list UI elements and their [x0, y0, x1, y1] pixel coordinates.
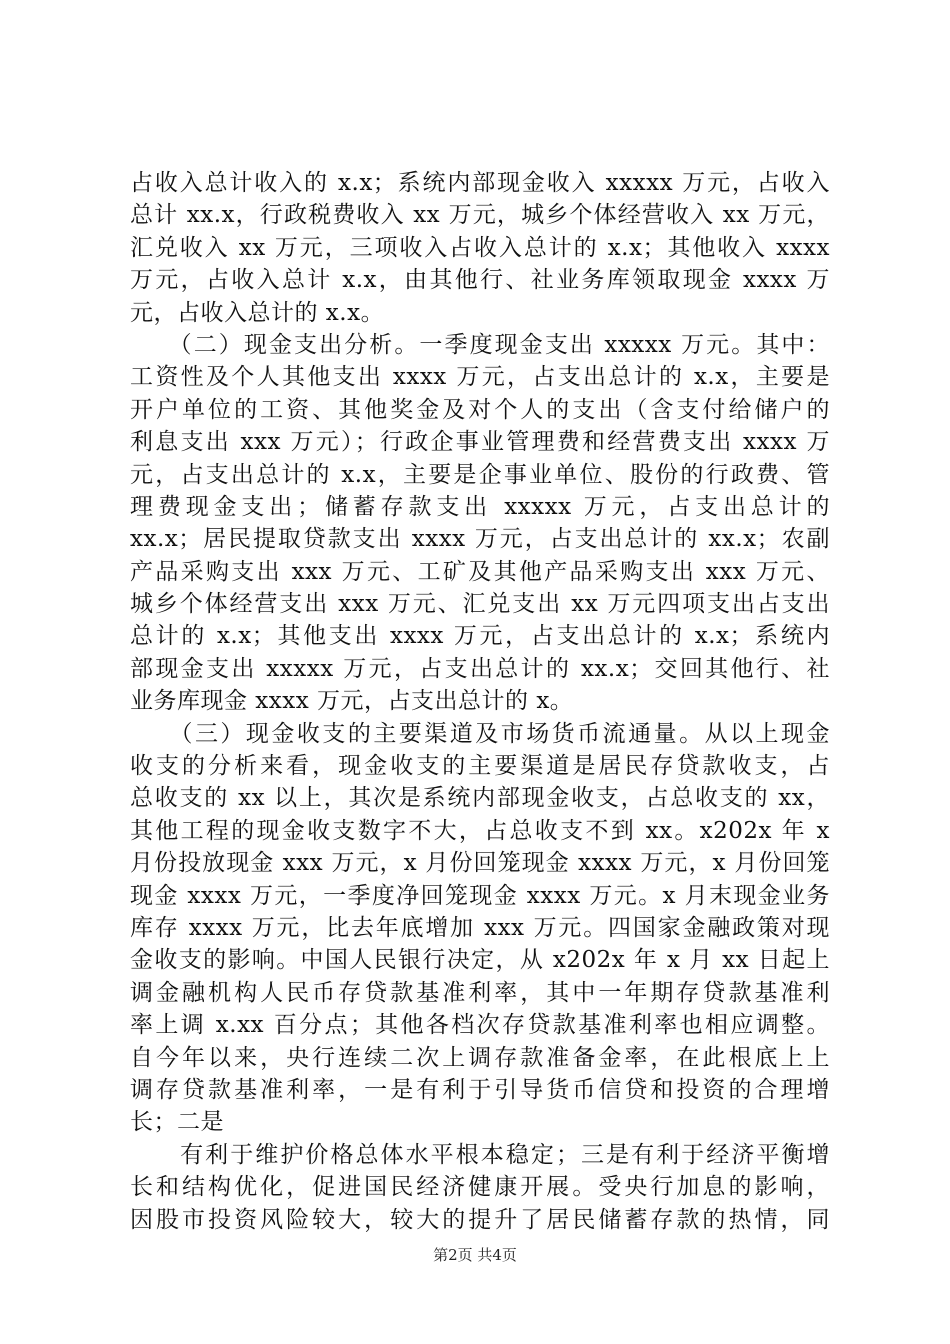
text-line: 元，占支出总计的 x.x，主要是企事业单位、股份的行政费、管: [130, 461, 830, 488]
text-line: xx.x；居民提取贷款支出 xxxx 万元，占支出总计的 xx.x；农副: [130, 526, 830, 553]
text-line: 开户单位的工资、其他奖金及对个人的支出（含支付给储户的: [130, 396, 830, 423]
text-line: 万元，占收入总计 x.x，由其他行、社业务库领取现金 xxxx 万: [130, 267, 830, 294]
text-line: 金收支的影响。中国人民银行决定，从 x202x 年 x 月 xx 日起上: [130, 947, 830, 974]
text-line: 调金融机构人民币存贷款基准利率，其中一年期存贷款基准利: [130, 979, 830, 1006]
text-line: 库存 xxxx 万元，比去年底增加 xxx 万元。四国家金融政策对现: [130, 914, 830, 941]
text-line: 总收支的 xx 以上，其次是系统内部现金收支，占总收支的 xx，: [130, 785, 830, 812]
text-line: 有利于维护价格总体水平根本稳定；三是有利于经济平衡增: [130, 1141, 830, 1168]
text-line: 产品采购支出 xxx 万元、工矿及其他产品采购支出 xxx 万元、: [130, 558, 830, 585]
text-line: 月份投放现金 xxx 万元，x 月份回笼现金 xxxx 万元，x 月份回笼: [130, 850, 830, 877]
text-line: 自今年以来，央行连续二次上调存款准备金率，在此根底上上: [130, 1044, 830, 1071]
text-line: 部现金支出 xxxxx 万元，占支出总计的 xx.x；交回其他行、社: [130, 655, 830, 682]
text-line: 因股市投资风险较大，较大的提升了居民储蓄存款的热情，同: [130, 1206, 830, 1233]
text-line: 其他工程的现金收支数字不大，占总收支不到 xx。x202x 年 x: [130, 817, 830, 844]
text-line: 长；二是: [130, 1109, 224, 1136]
text-line: 调存贷款基准利率，一是有利于引导货币信贷和投资的合理增: [130, 1076, 830, 1103]
text-line: 城乡个体经营支出 xxx 万元、汇兑支出 xx 万元四项支出占支出: [130, 591, 830, 618]
text-line: 工资性及个人其他支出 xxxx 万元，占支出总计的 x.x，主要是: [130, 364, 830, 391]
text-line: （三）现金收支的主要渠道及市场货币流通量。从以上现金: [130, 720, 830, 747]
text-line: 收支的分析来看，现金收支的主要渠道是居民存贷款收支，占: [130, 753, 830, 780]
document-body: [130, 167, 830, 1236]
text-line: 元，占收入总计的 x.x。: [130, 299, 385, 326]
page-footer: 第2页 共4页: [433, 1246, 517, 1264]
text-line: 利息支出 xxx 万元）；行政企事业管理费和经营费支出 xxxx 万: [130, 429, 830, 456]
text-line: 率上调 x.xx 百分点；其他各档次存贷款基准利率也相应调整。: [130, 1012, 830, 1039]
text-line: 长和结构优化，促进国民经济健康开展。受央行加息的影响，: [130, 1174, 830, 1201]
text-line: （二）现金支出分析。一季度现金支出 xxxxx 万元。其中：: [130, 331, 830, 358]
text-line: 占收入总计收入的 x.x；系统内部现金收入 xxxxx 万元，占收入: [130, 170, 830, 196]
text-line: 汇兑收入 xx 万元，三项收入占收入总计的 x.x；其他收入 xxxx: [130, 234, 830, 261]
text-line: 总计的 x.x；其他支出 xxxx 万元，占支出总计的 x.x；系统内: [130, 623, 830, 650]
text-line: 理费现金支出；储蓄存款支出 xxxxx 万元，占支出总计的: [130, 493, 830, 520]
text-line: 总计 xx.x，行政税费收入 xx 万元，城乡个体经营收入 xx 万元，: [130, 202, 830, 229]
text-line: 现金 xxxx 万元，一季度净回笼现金 xxxx 万元。x 月末现金业务: [130, 882, 830, 909]
text-line: 业务库现金 xxxx 万元，占支出总计的 x。: [130, 688, 574, 715]
